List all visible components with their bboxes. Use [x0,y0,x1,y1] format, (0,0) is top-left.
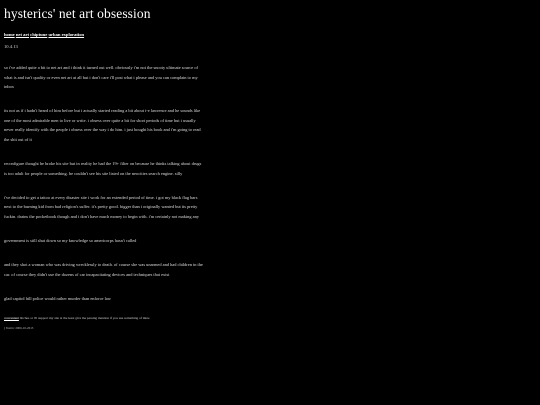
post-paragraph: its not as if i hadn't heard of him before but i actually started reading a bit about i-e lawrence and he sounds like one of the most admirable men to live or write. i obsess over quite a bit for short periods of time but i usually never really identify with the people i obsess over the way i do him. i just bought his book and i'm going to read the shit out of it [4,108,201,143]
post-paragraph: and they shot a woman who was driving wrecklessly to death. of course she was unarmed and had children in the car. of course they didn't use the dozens of car incapacitating devices and techniques that exist [4,262,203,277]
nav-link-home[interactable]: home [4,32,15,37]
footer-link[interactable]: convenient [4,316,19,320]
post-body [4,63,204,304]
post-paragraph: reconfigure thought he broke his site but in reality he had the 19+ filter on because he thinks talking about drugs is too adult for people or something. he couldn't see his site listed on the neocities search engine. silly [4,161,202,176]
footer-credit: ( hvsttrc 2006-10-2013 [4,326,34,330]
footer-note [4,316,536,321]
post-paragraph: i've decided to get a tattoo at every disaster site i work for an extended period of time. i got my black flag bars next to the burning kid from bad religion's suffer. it's pretty good. bigger than i originally wanted but its pretty fuckin. drains the pocketbook though and i don't have much money to begin with. i'm certainly not making any [4,194,199,220]
post-paragraph: so i've added quite a bit to net art and i think it turned out well. obviously i'm not the snooty ultimate source of what is and isn't quality or even net art at all but i don't care i'll post what i please and you can complain to my inbox [4,65,199,90]
top-nav [4,32,536,38]
post-paragraph: glad capitol hill police would rather murder than enforce law [4,295,111,301]
site-title: hysterics' net art obsession [4,6,151,21]
nav-link-chiptune[interactable]: chiptune [30,32,48,37]
post-paragraph: government is still shut down so my knowledge so americorps hasn't called [4,238,137,244]
nav-link-urban-exploration[interactable]: urban exploration [48,32,85,37]
footer-note-text: bitches or i'll support my site at the least give me passing mention if you use something of mine [18,316,150,320]
nav-link-net-art[interactable]: net art [15,32,30,37]
post-date: 10.4.13 [4,44,18,49]
